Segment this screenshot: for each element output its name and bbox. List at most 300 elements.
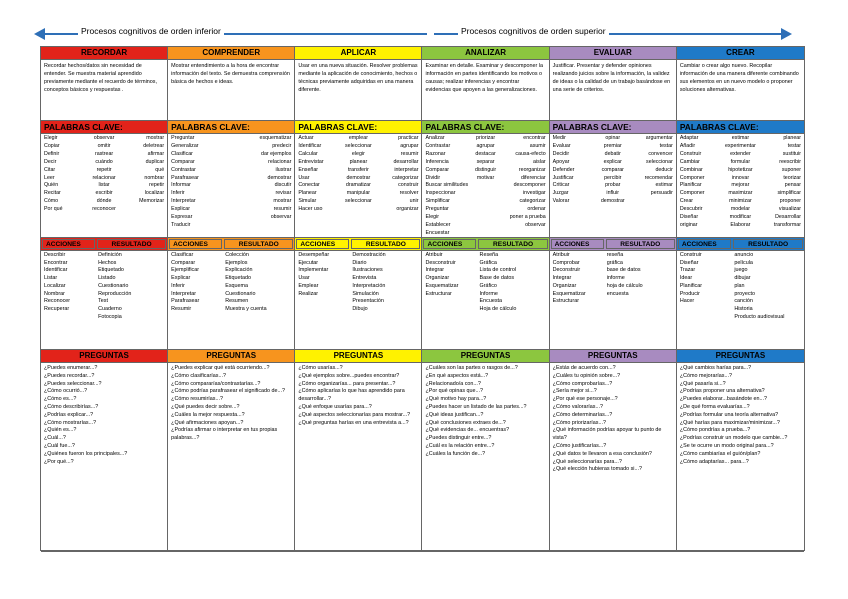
resultado: Test [98,298,108,305]
accion-row [680,275,801,283]
keyword-row [680,135,801,143]
keyword-row [171,198,291,206]
keyword: repetir [149,182,165,189]
higher-order-label: Procesos cognitivos de orden superior [458,26,609,36]
keyword: descomponer [513,182,546,189]
resultado: proyecto [734,290,756,297]
acciones-resultado-header [41,238,168,251]
keyword: Elegir [44,135,58,141]
keyword: Preguntar [171,135,195,141]
resultado-label: RESULTADO [606,239,675,249]
resultado: Colección [225,252,249,258]
resultado: Ejemplos [225,259,248,266]
accion-row [680,260,801,268]
keyword-row [298,175,418,183]
level-title-crear: CREAR [677,47,804,60]
pregunta: ¿Cómo mostrarías...? [44,419,97,426]
resultado: Muestra y cuenta [225,305,267,312]
keyword: cuándo [95,158,113,165]
keyword: Simular [298,198,317,205]
accion-row [298,260,418,268]
keyword: localizar [144,190,165,197]
keyword-row [553,182,673,190]
keyword-row [680,143,801,151]
keyword: rastrear [94,150,114,157]
keyword: resumir [400,150,419,157]
accion-row [44,267,164,275]
accion: Organizar [425,275,450,282]
keyword-row [425,230,545,238]
resultado: Explicación [225,267,253,274]
keyword: Construir [679,150,702,157]
keyword: pensar [784,182,801,189]
pregunta: ¿Qué aspectos seleccionarías para mostrar...? [298,411,411,418]
pregunta: ¿Podrías construir un modelo que cambie...? [679,435,788,442]
keyword: Desarrollar [775,214,801,221]
keywords-header: PALABRAS CLAVE: [422,121,549,134]
accion-row [553,260,673,268]
keyword: observar [93,135,115,141]
level-description: Examinar en detalle. Examinar y descomponer la información en partes identificando los motivos o causas; realizar inferencias y encontrar evidencias que apoyen a las generalizaciones. [422,60,549,121]
keywords-header: PALABRAS CLAVE: [295,121,422,134]
keyword: Combinar [679,166,703,173]
pregunta: ¿Qué evidencias de... encuentras? [425,427,510,434]
lower-order-label: Procesos cognitivos de orden inferior [78,26,224,36]
keyword: agrupar [476,142,495,149]
keyword: predecir [272,142,292,149]
keyword: Parafrasear [171,174,199,181]
accion-row [298,306,418,314]
accion-row [44,260,164,268]
keyword: esquematizar [259,135,292,141]
pregunta: ¿Cómo priorizarías...? [552,419,606,426]
keyword: manipular [346,190,371,197]
keyword-row [298,182,418,190]
keyword: Hacer uso [298,206,323,213]
keyword: modificar [729,214,752,221]
keyword: testar [787,142,801,149]
keyword: Elegir [425,214,440,221]
keyword: Añadir [679,142,696,149]
keyword-row [298,143,418,151]
keyword: visualizar [778,206,801,213]
acciones-label: ACCIONES [678,239,731,249]
acciones-list [168,251,295,350]
keyword: Traducir [171,221,191,228]
accion-row [171,283,291,291]
keyword: aislar [533,158,546,165]
keyword: desarrollar [393,158,419,165]
accion-row [553,267,673,275]
pregunta: ¿Cómo adaptarías... para...? [679,458,749,465]
keyword: Planificar [679,182,702,189]
keyword: mostrar [273,198,292,205]
keyword-row [44,159,164,167]
keyword: Contrastar [425,142,451,149]
preguntas-list [295,363,422,552]
keyword: demostrar [600,198,625,205]
acciones-resultado-header [295,238,422,251]
pregunta: ¿Cómo justificarías...? [552,442,607,449]
preguntas-list [41,363,168,552]
keyword: Dividir [425,174,441,181]
keyword: categorizar [519,198,546,205]
accion: Estructurar [425,290,452,297]
pregunta: ¿Cómo compararías/contrastarías...? [171,380,261,387]
keyword: priorizar [476,135,496,141]
keyword: Recitar [44,190,61,197]
preguntas-header: PREGUNTAS [677,350,804,363]
keyword: poner a prueba [509,214,546,221]
resultado: Listado [98,275,116,282]
accion: Recuperar [44,305,70,312]
pregunta: ¿Cómo cambiarías el guión/plan? [679,450,761,457]
keyword: estimar [731,135,750,141]
keyword: Inspeccionar [425,190,456,197]
pregunta: ¿Qué puedes decir sobre...? [171,403,240,410]
keyword: distinguir [474,166,497,173]
keyword: testar [659,142,673,149]
pregunta: ¿Por qué...? [44,458,74,465]
keyword-row [171,175,291,183]
keyword [466,206,506,214]
pregunta: ¿Cuáles la función de...? [425,450,486,457]
accion [44,314,98,322]
keyword-row [425,159,545,167]
keyword [466,190,506,198]
keyword: relacionar [92,174,116,181]
accion-row [680,291,801,299]
keyword: elegir [351,150,365,157]
keyword-row [425,214,545,222]
resultado: Cuaderno [98,305,122,312]
pregunta: ¿Qué pasaría si...? [679,380,726,387]
keyword: Analizar [425,135,445,141]
keyword-row [298,167,418,175]
keyword-row [680,182,801,190]
accion: Integrar [552,275,572,282]
keyword: planear [783,135,801,141]
pregunta: ¿Se te ocurre un modo original para...? [679,442,774,449]
accion: Integrar [425,267,445,274]
pregunta: ¿Podrías formular una teoría alternativa? [679,411,779,418]
keyword-row [680,206,801,214]
keyword-row [425,190,545,198]
pregunta: ¿Puedes recordar...? [44,372,95,379]
pregunta: ¿Puedes enumerar...? [44,365,98,371]
keyword: seleccionar [345,198,372,205]
keyword-row [44,190,164,198]
lower-order-arrow [34,26,431,42]
keyword: Encuestar [425,229,450,236]
keyword [211,143,251,151]
accion-row [171,275,291,283]
accion: Trazar [679,267,696,274]
pregunta: ¿Qué motivo hay para...? [425,396,487,403]
keyword: transferir [347,166,369,173]
accion-row [171,291,291,299]
resultado: encuesta [606,290,629,297]
keyword-row [171,222,291,230]
resultado: Fotocopia [98,313,122,320]
keyword: Adaptar [679,135,699,141]
keyword [466,230,506,238]
keyword: Informar [171,182,191,189]
keyword: Quién [44,182,59,189]
pregunta: ¿Cuáles son las partes o rasgos de...? [425,365,518,371]
keyword: Decir [44,158,57,165]
acciones-resultado-labels [677,238,804,250]
pregunta: ¿Cómo ocurrió...? [44,388,88,395]
level-description: Cambiar o crear algo nuevo. Recopilar información de una manera diferente combinando sus elementos en un nuevo modelo o proponer soluciones alternativas. [677,60,804,121]
resultado: Gráfica [479,259,497,266]
keyword-row [425,151,545,159]
pregunta: ¿Qué afirmaciones apoyan...? [171,419,244,426]
keyword: Calcular [298,150,318,157]
accion-row [298,298,418,306]
keyword: observar [525,221,546,228]
resultado: Lista de control [479,267,517,274]
bloom-taxonomy-table [40,46,805,551]
keyword-row [425,206,545,214]
keywords-list [550,134,677,238]
acciones-resultado-header [422,238,549,251]
accion: Estructurar [552,298,580,305]
keyword-row [425,135,545,143]
keyword-row [298,151,418,159]
keyword: Comparar [425,166,450,173]
acciones-label: ACCIONES [423,239,476,249]
acciones-list [422,251,549,350]
keyword: afirmar [147,150,165,157]
accion: Comparar [171,259,196,266]
keyword-row [44,198,164,206]
keyword: debatir [604,150,621,157]
accion: Emplear [298,282,319,289]
pregunta: ¿Qué preguntas harías en una entrevista a...? [298,419,409,426]
keyword [211,198,251,206]
acciones-resultado-header [677,238,804,251]
accion-row [425,252,545,260]
pregunta: ¿De qué forma evaluarías...? [679,403,750,410]
accion-row [553,291,673,299]
resultado: Reseña [479,252,499,258]
pregunta: ¿Qué datos te llevaron a esa conclusión? [552,450,652,457]
resultado: Hechos [98,259,117,266]
acciones-label: ACCIONES [296,239,349,249]
keyword [211,214,251,222]
keyword: Apoyar [552,158,570,165]
preguntas-header: PREGUNTAS [550,350,677,363]
accion-row [171,252,291,260]
keyword: transformar [773,221,801,228]
keyword: premiar [603,142,622,149]
keyword: Preguntar [425,206,449,213]
keyword-row [425,167,545,175]
accion-row [680,314,801,322]
keyword: reescribir [779,158,801,165]
keyword-row [44,167,164,175]
keyword: explicar [603,158,622,165]
accion-row [425,306,545,314]
keyword: omitir [97,142,111,149]
keyword: Explicar [171,206,190,213]
acciones-list [41,251,168,350]
pregunta: ¿Cuál fue...? [44,442,75,449]
resultado: Producto audiovisual [734,313,785,320]
accion-row [298,267,418,275]
keyword-row [680,151,801,159]
keyword: Planear [298,190,317,197]
level-title-recordar: RECORDAR [41,47,168,60]
resultado: plan [734,282,745,289]
pregunta: ¿Cómo determinarías...? [552,411,613,418]
resultado: informe [606,275,625,282]
resultado: Historia [734,305,753,312]
keyword [468,182,507,190]
keyword: Juzgar [552,190,569,197]
keyword: estimar [655,182,673,189]
keyword: demostrar [346,174,371,181]
pregunta: ¿Cuáles la mejor respuesta...? [171,411,245,418]
accion-row [44,283,164,291]
keyword: organizar [396,206,419,213]
keyword-row [680,159,801,167]
keyword: Simplificar [425,198,450,205]
resultado-label: RESULTADO [224,239,293,249]
accion-row [425,283,545,291]
accion-row [425,298,545,306]
accion-row [680,267,801,275]
level-title-analizar: ANALIZAR [422,47,549,60]
accion: Inferir [171,282,185,289]
keyword: comparar [601,166,624,173]
pregunta: ¿Estás de acuerdo con...? [552,365,616,371]
pregunta: ¿Cuál...? [44,435,66,442]
keyword-row [553,151,673,159]
accion: Implementar [298,267,329,274]
keyword [251,222,291,230]
keyword-row [425,175,545,183]
keyword: discutir [274,182,292,189]
keyword: revisar [275,190,292,197]
accion: Describir [44,252,66,258]
acciones-resultado-labels [295,238,421,250]
keyword: influir [606,190,620,197]
keyword: Memorizar [139,198,165,205]
accion: Clasificar [171,252,194,258]
acciones-list [295,251,422,350]
pregunta: ¿Cómo comprobarías...? [552,380,613,387]
keyword: reorganizar [518,166,546,173]
keyword: hipotetizar [728,166,753,173]
accion: Encontrar [44,259,68,266]
keyword [211,159,251,167]
keyword-row [171,206,291,214]
keyword: Defender [552,166,575,173]
keyword-row [171,159,291,167]
resultado [607,298,673,306]
keyword [211,182,251,190]
preguntas-list [550,363,677,552]
keyword: Medir [552,135,566,141]
keyword-row [553,135,673,143]
keywords-header: PALABRAS CLAVE: [677,121,804,134]
keyword: Citar [44,166,56,173]
preguntas-header: PREGUNTAS [168,350,295,363]
keyword: dramatizar [345,182,371,189]
keyword: ordenar [527,206,546,213]
resultado: Encuesta [479,298,503,305]
resultado: canción [734,298,753,305]
keyword: Decidir [552,150,570,157]
keyword: investigar [523,190,546,197]
keyword [338,206,378,214]
resultado: base de datos [606,267,641,274]
acciones-resultado-labels [41,238,167,250]
accion: Atribuir [552,252,570,258]
keyword: seleccionar [646,158,673,165]
pregunta: ¿Qué harías para maximizar/minimizar...? [679,419,780,426]
keyword: Razonar [425,150,446,157]
accion-row [44,252,164,260]
keyword: nombrar [144,174,165,181]
keyword: Cómo [44,198,59,205]
keyword: Componer [679,190,705,197]
accion-row [298,252,418,260]
pregunta: ¿Qué conclusiones extraes de...? [425,419,506,426]
keywords-header: PALABRAS CLAVE: [41,121,168,134]
accion-row [298,283,418,291]
keyword: Por qué [44,206,63,213]
accion: Diseñar [679,259,699,266]
accion-row [44,314,164,322]
keyword: formular [730,158,751,165]
pregunta: ¿Cuáles tu opinión sobre...? [552,372,621,379]
accion: Usar [298,275,310,282]
keyword: Comparar [171,158,195,165]
acciones-resultado-labels [550,238,676,250]
resultado: Cuestionario [225,290,256,297]
keyword-row [553,167,673,175]
keyword-row [553,143,673,151]
keyword: sustituir [782,150,801,157]
keyword: encontrar [523,135,546,141]
pregunta: ¿Por qué ese personaje...? [552,396,618,403]
accion-row [44,275,164,283]
keyword: Diseñar [679,214,699,221]
level-title-evaluar: EVALUAR [550,47,677,60]
keyword: listar [98,182,110,189]
resultado: Reproducción [98,290,132,297]
accion: Parafrasear [171,298,200,305]
keyword [633,198,673,206]
resultado-label: RESULTADO [351,239,420,249]
keyword: Conectar [298,182,320,189]
resultado: Ilustraciones [352,267,383,274]
keyword: teorizar [783,174,801,181]
pregunta: ¿Podrías proponer una alternativa? [679,388,765,395]
resultado: Resumen [225,298,249,305]
keyword: Identificar [298,142,322,149]
accion: Explicar [171,275,191,282]
keyword: minimizar [729,198,752,205]
keyword [466,198,506,206]
keyword-row [44,182,164,190]
resultado: Cuestionario [98,282,129,289]
pregunta: ¿Puedes elaborar...basándote en...? [679,396,768,403]
keyword: emplear [348,135,368,141]
